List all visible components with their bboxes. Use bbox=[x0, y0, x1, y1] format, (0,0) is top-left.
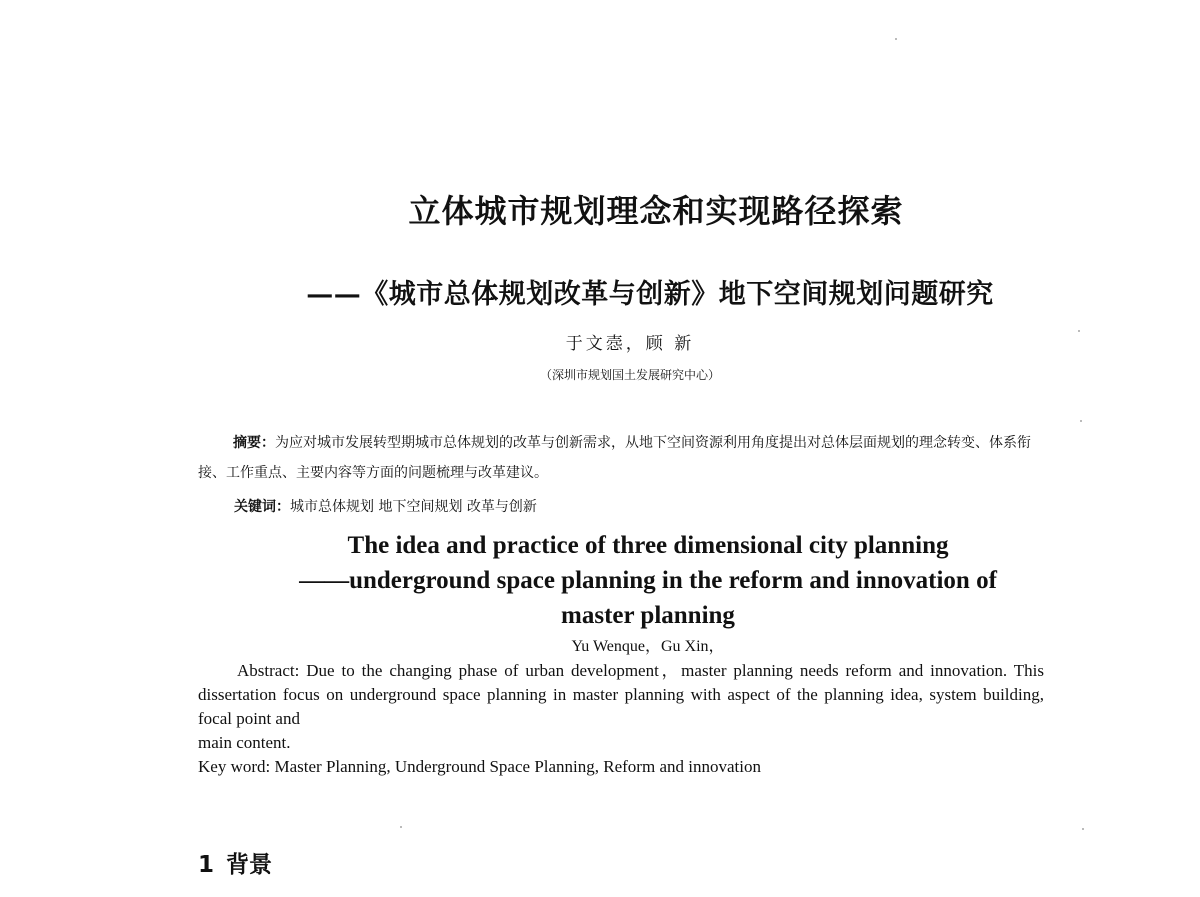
english-keywords: Key word: Master Planning, Underground Space Planning, Reform and innovation bbox=[198, 757, 761, 776]
english-title bbox=[250, 528, 1046, 633]
chinese-abstract-label: 摘要： bbox=[233, 435, 275, 451]
section-heading bbox=[198, 846, 272, 879]
english-abstract bbox=[198, 659, 1044, 779]
english-title-line-2: ——underground space planning in the reform and innovation of bbox=[299, 567, 997, 594]
chinese-keywords-text: 城市总体规划 地下空间规划 改革与创新 bbox=[290, 499, 537, 515]
chinese-affiliation: （深圳市规划国土发展研究中心） bbox=[539, 368, 720, 382]
chinese-keywords-label: 关键词： bbox=[234, 499, 290, 515]
english-title-line-3: master planning bbox=[561, 602, 735, 629]
chinese-authors: 于文悫，顾 新 bbox=[565, 334, 695, 354]
scan-speck bbox=[1078, 330, 1080, 332]
english-title-line-1: The idea and practice of three dimensional city planning bbox=[347, 532, 949, 559]
section-number: 1 bbox=[198, 852, 215, 878]
english-abstract-continuation: main content. bbox=[198, 733, 291, 752]
scan-speck bbox=[1082, 828, 1084, 830]
chinese-keywords bbox=[234, 496, 537, 516]
chinese-abstract bbox=[198, 428, 1048, 488]
chinese-abstract-text: 为应对城市发展转型期城市总体规划的改革与创新需求，从地下空间资源利用角度提出对总体层面规划的理念转变、体系衔接、工作重点、主要内容等方面的问题梳理与改革建议。 bbox=[198, 435, 1031, 481]
chinese-title: 立体城市规划理念和实现路径探索 bbox=[408, 192, 904, 230]
scan-speck bbox=[1080, 420, 1082, 422]
english-authors: Yu Wenque，Gu Xin， bbox=[571, 638, 725, 655]
section-title: 背景 bbox=[226, 852, 273, 878]
english-abstract-text: Abstract: Due to the changing phase of urban development，master planning needs reform and innovation. This dissertation focus on underground space planning in master planning with aspect of the planning idea, system building, focal point and bbox=[198, 661, 1044, 728]
chinese-subtitle: ——《城市总体规划改革与创新》地下空间规划问题研究 bbox=[306, 279, 994, 310]
scan-speck bbox=[895, 38, 897, 40]
scan-speck bbox=[400, 826, 402, 828]
